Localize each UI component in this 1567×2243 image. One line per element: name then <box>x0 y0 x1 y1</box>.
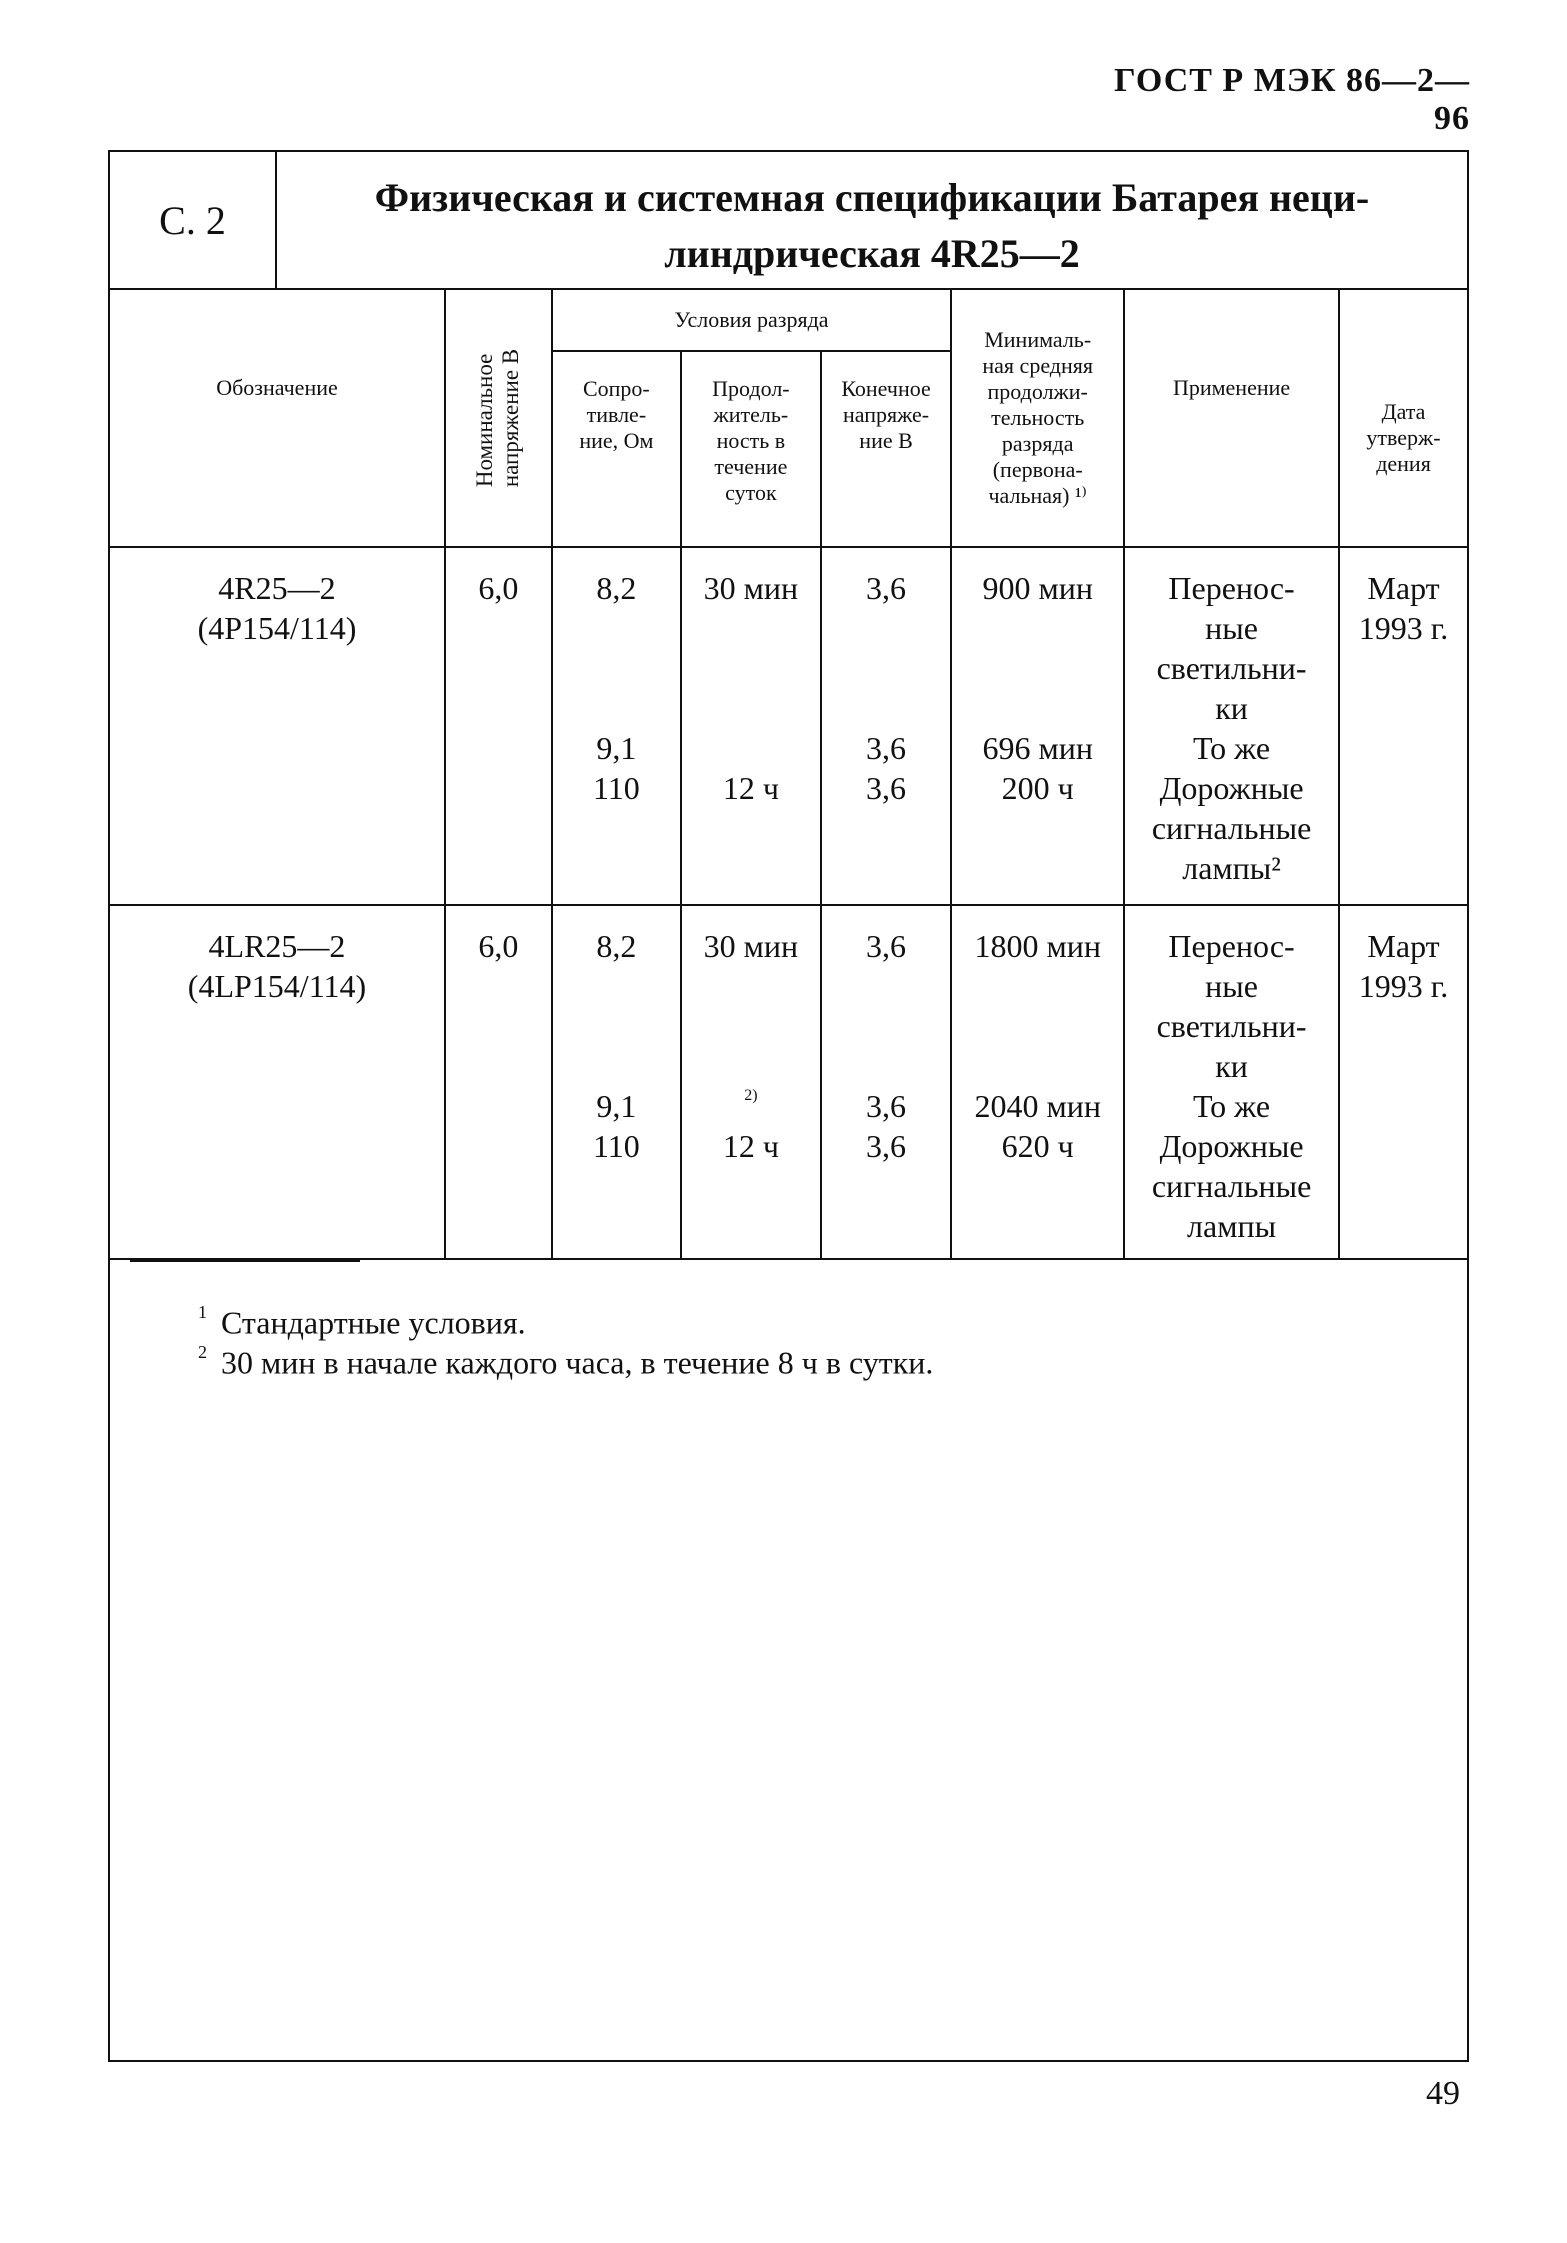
col-nominal-voltage <box>445 289 552 547</box>
footnote-mark: 2 <box>198 1342 207 1362</box>
cell-designation: 4LR25—2 (4LP154/114) <box>110 905 445 1259</box>
col-duration: Продол- житель- ность в течение суток <box>681 351 821 547</box>
footnote-mark: 1 <box>198 1302 207 1322</box>
value: 2) <box>744 1087 758 1104</box>
footnote-2 <box>198 1336 933 1383</box>
value: То же <box>1193 1088 1271 1124</box>
value: Перенос- ные светильни- ки <box>1156 928 1307 1084</box>
value: 3,6 <box>866 1088 907 1124</box>
title-block <box>110 152 1467 290</box>
cell-duration <box>681 547 821 905</box>
value: 12 ч <box>722 1128 779 1164</box>
value: 9,1 <box>596 1088 637 1124</box>
footnote-text: Стандартные условия. <box>221 1304 526 1341</box>
col-min-duration: Минималь- ная средняя продолжи- тельность разряда (первона- чальная) ¹⁾ <box>951 289 1124 547</box>
table-title-line2: линдрическая 4R25—2 <box>664 231 1080 276</box>
col-approval-date: Дата утверж- дения <box>1339 289 1467 547</box>
table-title <box>277 170 1467 282</box>
cell-min-duration <box>951 547 1124 905</box>
value: Дорожные сигнальные лампы <box>1151 1128 1312 1244</box>
cell-approval-date: Март 1993 г. <box>1339 905 1467 1259</box>
page-number: 49 <box>1426 2075 1460 2112</box>
cell-duration <box>681 905 821 1259</box>
table-row <box>110 547 1467 905</box>
value: 3,6 <box>866 570 907 606</box>
value: 900 мин <box>982 570 1093 606</box>
value: Перенос- ные светильни- ки <box>1156 570 1307 726</box>
cell-min-duration <box>951 905 1124 1259</box>
value: 3,6 <box>866 730 907 766</box>
cell-resistance <box>552 905 681 1259</box>
value: 3,6 <box>866 770 907 806</box>
value: 2040 мин <box>974 1088 1101 1124</box>
value: Дорожные сигнальные лампы² <box>1151 770 1312 886</box>
value: То же <box>1193 730 1271 766</box>
value: 620 ч <box>1001 1128 1074 1164</box>
value: 8,2 <box>596 928 637 964</box>
value: 30 мин <box>703 570 799 606</box>
cell-resistance <box>552 547 681 905</box>
table-title-line1: Физическая и системная спецификации Батарея неци- <box>374 175 1370 220</box>
value: 12 ч <box>722 770 779 806</box>
footnote-text: 30 мин в начале каждого часа, в течение 8 ч в сутки. <box>221 1344 934 1381</box>
table-row <box>110 905 1467 1259</box>
col-resistance: Сопро- тивле- ние, Ом <box>552 351 681 547</box>
page-ref: С. 2 <box>110 152 277 288</box>
value: 110 <box>592 770 640 806</box>
value <box>682 728 820 768</box>
cell-application <box>1124 905 1339 1259</box>
value: 110 <box>592 1128 640 1164</box>
cell-nominal-voltage: 6,0 <box>445 547 552 905</box>
cell-approval-date: Март 1993 г. <box>1339 547 1467 905</box>
value: 3,6 <box>866 928 907 964</box>
cell-end-voltage <box>821 547 952 905</box>
cell-application <box>1124 547 1339 905</box>
value: 30 мин <box>703 928 799 964</box>
standard-number: ГОСТ Р МЭК 86—2—96 <box>1114 62 1470 137</box>
col-nominal-voltage-line1: Номинальное <box>472 353 498 488</box>
col-discharge-conditions: Условия разряда <box>552 289 952 351</box>
spec-table <box>110 288 1467 1260</box>
page-frame <box>108 150 1469 2062</box>
value: 696 мин <box>982 730 1093 766</box>
value: 200 ч <box>1001 770 1074 806</box>
value: 3,6 <box>866 1128 907 1164</box>
cell-nominal-voltage: 6,0 <box>445 905 552 1259</box>
col-designation: Обозначение <box>110 289 445 547</box>
col-end-voltage: Конечное напряже- ние В <box>821 351 952 547</box>
value: 1800 мин <box>974 928 1101 964</box>
footnote-rule <box>130 1260 360 1262</box>
cell-designation: 4R25—2 (4P154/114) <box>110 547 445 905</box>
cell-end-voltage <box>821 905 952 1259</box>
value: 8,2 <box>596 570 637 606</box>
col-application: Применение <box>1124 289 1339 547</box>
col-nominal-voltage-line2: напряжение В <box>498 348 524 488</box>
value: 9,1 <box>596 730 637 766</box>
